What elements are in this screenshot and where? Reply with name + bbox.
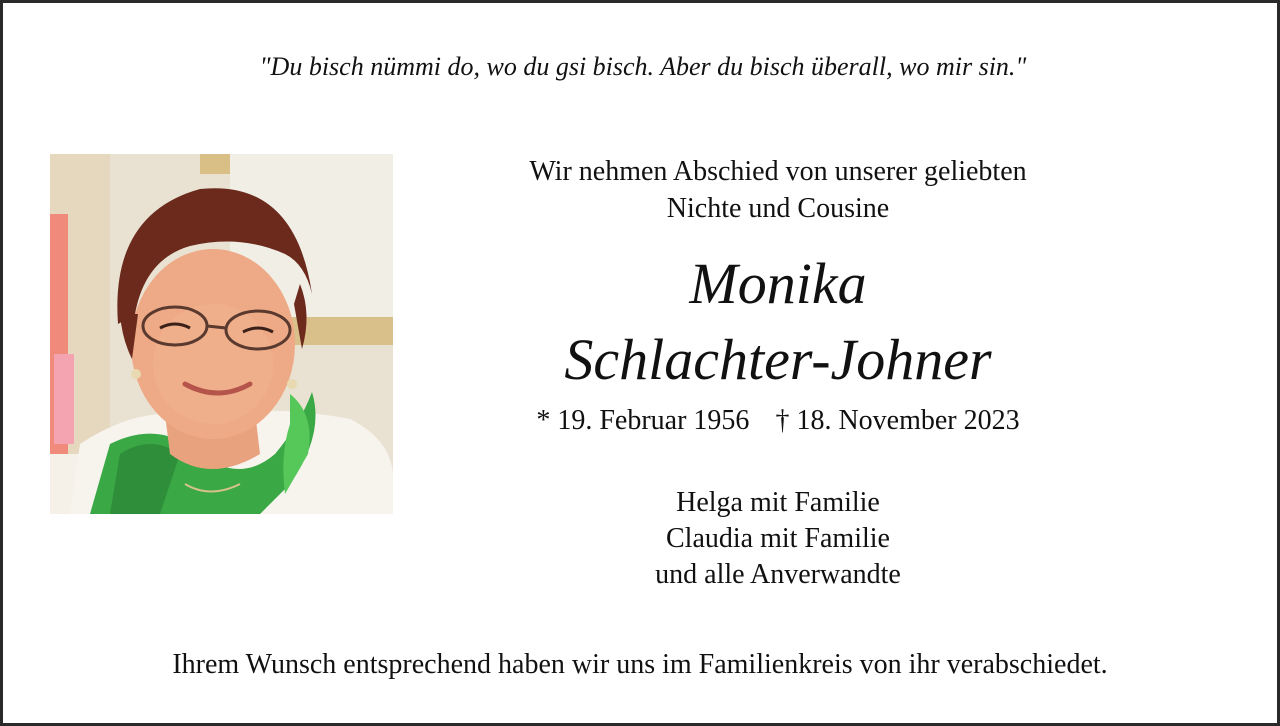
deceased-first-name: Monika [689,251,867,316]
deceased-last-name: Schlachter-Johner [564,327,992,392]
farewell-intro [433,153,1123,227]
deceased-name [433,246,1123,398]
mourners-list [433,485,1123,593]
mourner-line: Helga mit Familie [676,487,880,518]
intro-line-1: Wir nehmen Abschied von unserer geliebten [529,156,1027,187]
birth-date: * 19. Februar 1956 [536,405,750,436]
life-dates [433,401,1123,441]
memorial-quote: "Du bisch nümmi do, wo du gsi bisch. Aber du bisch überall, wo mir sin." [259,52,1027,81]
closing-note: Ihrem Wunsch entsprechend haben wir uns im Familienkreis von ihr verabschiedet. [172,649,1108,680]
death-date: † 18. November 2023 [775,405,1020,436]
portrait-photo [50,154,393,514]
intro-line-2: Nichte und Cousine [666,193,890,224]
mourner-line: und alle Anverwandte [655,559,901,590]
mourner-line: Claudia mit Familie [666,523,890,554]
